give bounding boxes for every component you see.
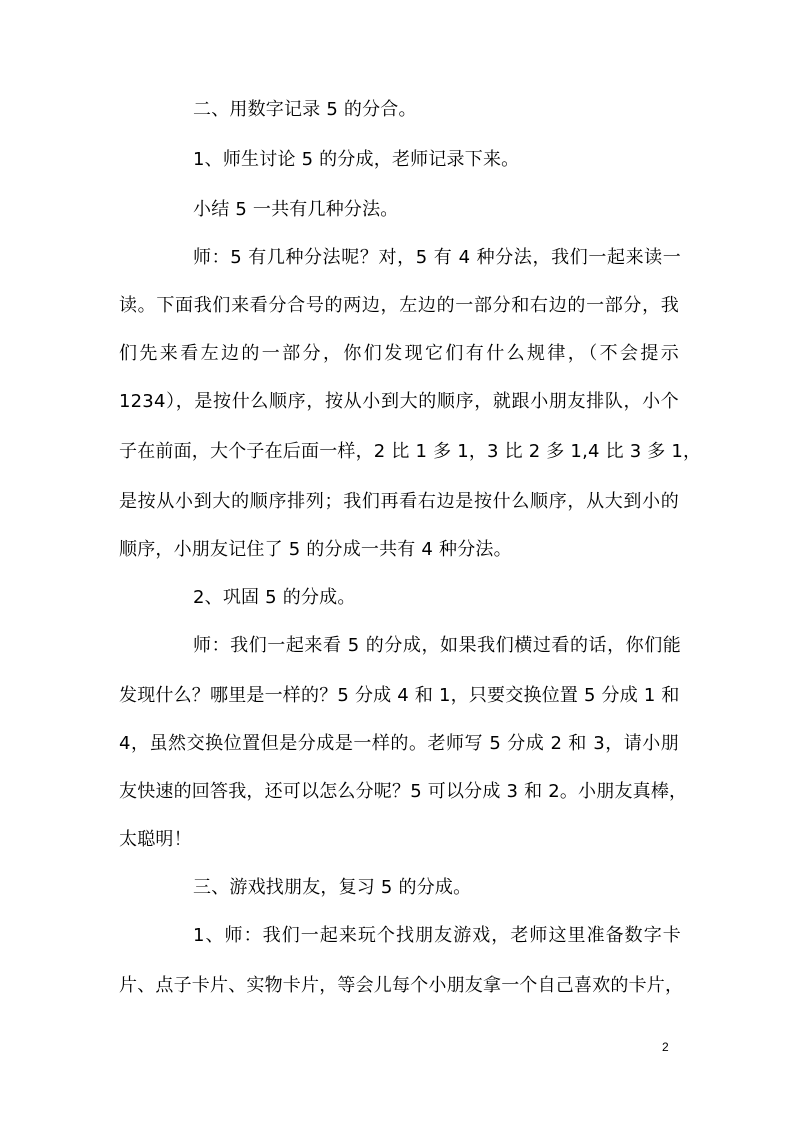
- paragraph-line: 是按从小到大的顺序排列；我们再看右边是按什么顺序，从大到小的: [119, 491, 679, 512]
- paragraph-line: 1234），是按什么顺序，按从小到大的顺序，就跟小朋友排队，小个: [119, 391, 679, 412]
- paragraph-line: 读。下面我们来看分合号的两边，左边的一部分和右边的一部分，我: [119, 295, 679, 316]
- section-heading-2: 二、用数字记录 5 的分合。: [193, 99, 417, 120]
- subsection-heading: 2、巩固 5 的分成。: [193, 587, 356, 608]
- paragraph-line: 小结 5 一共有几种分法。: [193, 199, 399, 220]
- paragraph-line: 4，虽然交换位置但是分成是一样的。老师写 5 分成 2 和 3，请小朋: [119, 733, 679, 754]
- paragraph-line: 顺序，小朋友记住了 5 的分成一共有 4 种分法。: [119, 539, 512, 560]
- page-number: 2: [662, 1040, 669, 1054]
- paragraph-line: 片、点子卡片、实物卡片，等会儿每个小朋友拿一个自己喜欢的卡片，: [119, 975, 684, 996]
- paragraph-line: 子在前面，大个子在后面一样，2 比 1 多 1，3 比 2 多 1,4 比 3 多 1，: [119, 441, 702, 462]
- paragraph-line: 友快速的回答我，还可以怎么分呢？5 可以分成 3 和 2。小朋友真棒，: [119, 781, 688, 802]
- paragraph-line: 们先来看左边的一部分，你们发现它们有什么规律，（不会提示: [119, 343, 679, 364]
- paragraph-line: 师：5 有几种分法呢？对，5 有 4 种分法，我们一起来读一: [193, 247, 681, 268]
- paragraph-line: 1、师：我们一起来玩个找朋友游戏，老师这里准备数字卡: [193, 925, 681, 946]
- paragraph-line: 1、师生讨论 5 的分成，老师记录下来。: [193, 149, 520, 170]
- section-heading-3: 三、游戏找朋友，复习 5 的分成。: [193, 877, 472, 898]
- paragraph-line: 太聪明！: [119, 829, 192, 850]
- paragraph-line: 师：我们一起来看 5 的分成，如果我们横过看的话，你们能: [193, 635, 681, 656]
- paragraph-line: 发现什么？哪里是一样的？5 分成 4 和 1，只要交换位置 5 分成 1 和: [119, 685, 680, 706]
